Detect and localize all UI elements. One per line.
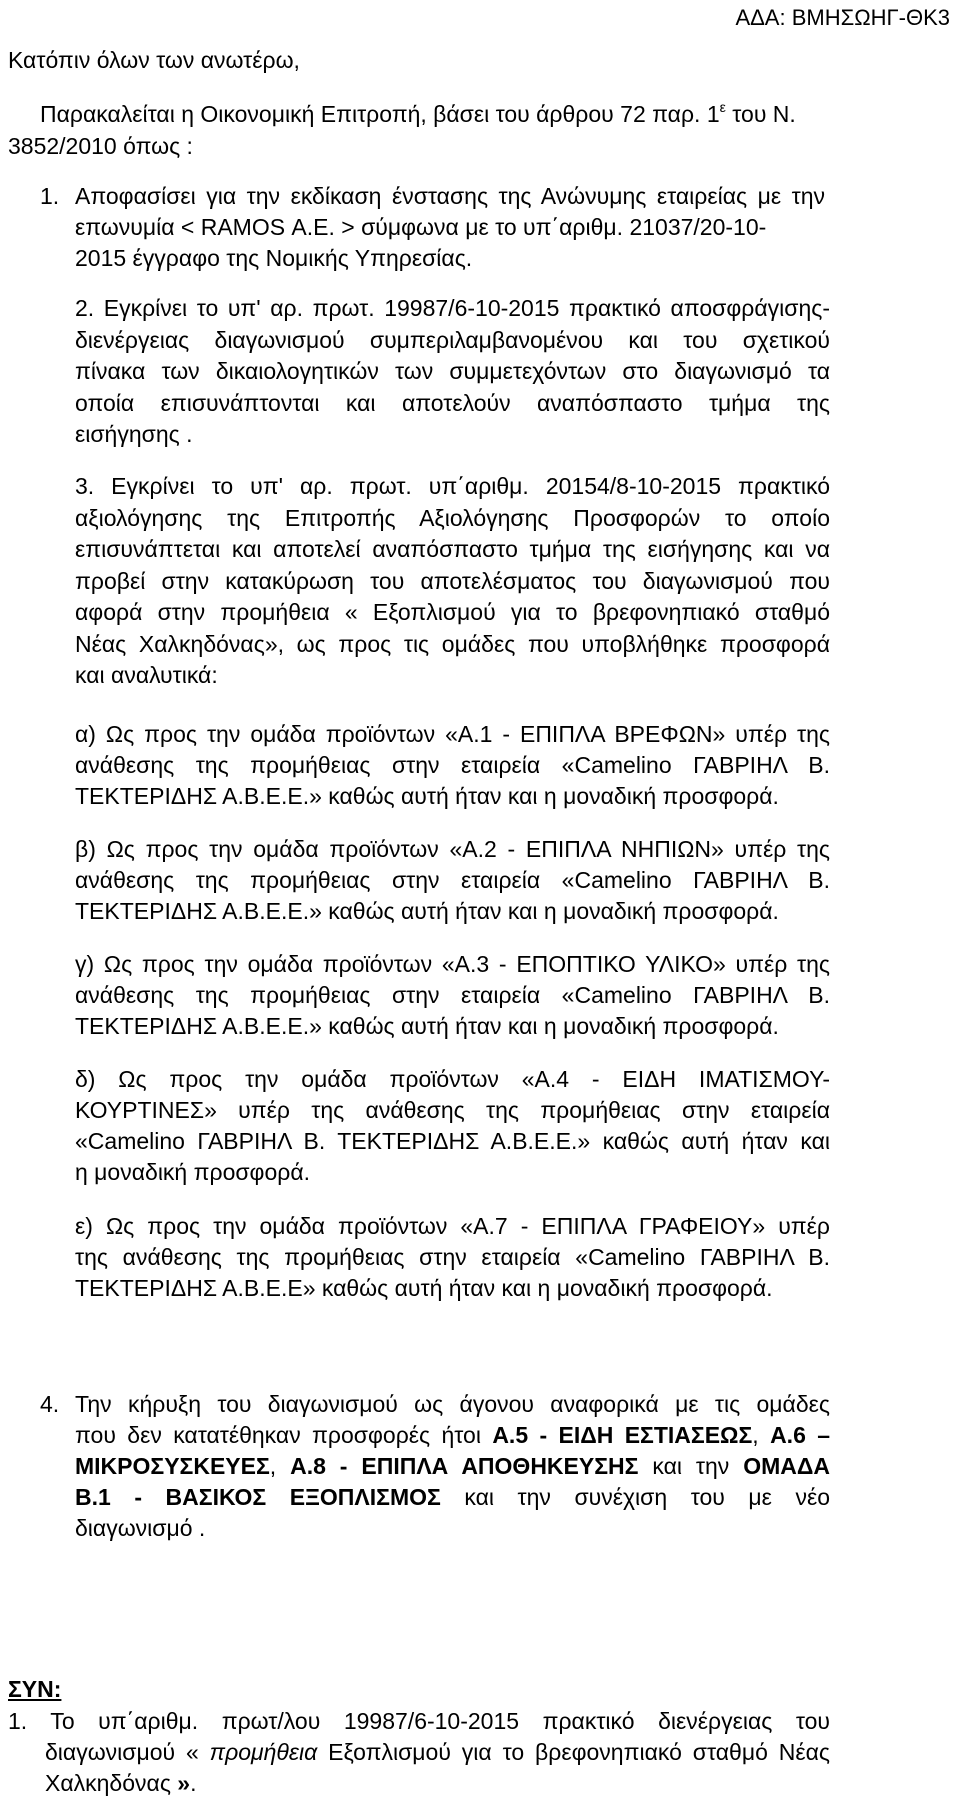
group-b-line-3: ΤΕΚΤΕΡΙΔΗΣ Α.Β.Ε.Ε.» καθώς αυτή ήταν και η μοναδική προσφορά. bbox=[75, 898, 779, 924]
item4-line-2: που δεν κατατέθηκαν προσφορές ήτοι Α.5 - ΕΙΔΗ ΕΣΤΙΑΣΕΩΣ, Α.6 – bbox=[75, 1422, 831, 1448]
group-d-line-4: η μοναδική προσφορά. bbox=[75, 1159, 311, 1185]
item3-line-2: αξιολόγησης της Επιτροπής Αξιολόγησης Προσφορών το οποίο bbox=[75, 505, 830, 531]
group-a-line-2: ανάθεσης της προμήθειας στην εταιρεία «Camelino ΓΑΒΡΙΗΛ Β. bbox=[75, 752, 830, 778]
group-a-line-1: α) Ως προς την ομάδα προϊόντων «Α.1 - ΕΠΙΠΛΑ ΒΡΕΦΩΝ» υπέρ της bbox=[75, 721, 830, 747]
group-d-line-3: «Camelino ΓΑΒΡΙΗΛ Β. ΤΕΚΤΕΡΙΔΗΣ Α.Β.Ε.Ε.» καθώς αυτή ήταν και bbox=[75, 1128, 830, 1154]
group-e-line-1: ε) Ως προς την ομάδα προϊόντων «Α.7 - ΕΠΙΠΛΑ ΓΡΑΦΕΙΟΥ» υπέρ bbox=[75, 1213, 830, 1239]
item3-line-3: επισυνάπτεται και αποτελεί αναπόσπαστο τμήμα της εισήγησης και να bbox=[75, 536, 830, 562]
request-line-1: Παρακαλείται η Οικονομική Επιτροπή, βάσει του άρθρου 72 παρ. $1^\varepsilon$ του Ν. bbox=[40, 99, 796, 127]
request-line-2: 3852/2010 όπως : bbox=[8, 133, 193, 159]
item2-line-3: πίνακα των δικαιολογητικών των συμμετεχόντων στο διαγωνισμό τα bbox=[75, 358, 830, 384]
item1-number: 1. bbox=[40, 183, 60, 209]
group-d-line-2: ΚΟΥΡΤΙΝΕΣ» υπέρ της ανάθεσης της προμήθειας στην εταιρεία bbox=[75, 1097, 830, 1123]
group-a-line-3: ΤΕΚΤΕΡΙΔΗΣ Α.Β.Ε.Ε.» καθώς αυτή ήταν και η μοναδική προσφορά. bbox=[75, 783, 779, 809]
item3-line-1: 3. Εγκρίνει το υπ' αρ. πρωτ. υπ΄αριθμ. 20154/8-10-2015 πρακτικό bbox=[75, 473, 830, 499]
group-d-line-1: δ) Ως προς την ομάδα προϊόντων «Α.4 - ΕΙΔΗ ΙΜΑΤΙΣΜΟΥ- bbox=[75, 1066, 830, 1092]
item4-line-5: διαγωνισμό . bbox=[75, 1515, 206, 1541]
group-c-line-3: ΤΕΚΤΕΡΙΔΗΣ Α.Β.Ε.Ε.» καθώς αυτή ήταν και η μοναδική προσφορά. bbox=[75, 1013, 779, 1039]
item3-line-6: Νέας Χαλκηδόνας», ως προς τις ομάδες που υποβλήθηκε προσφορά bbox=[75, 631, 830, 657]
group-c-line-1: γ) Ως προς την ομάδα προϊόντων «Α.3 - ΕΠΟΠΤΙΚΟ ΥΛΙΚΟ» υπέρ της bbox=[75, 951, 830, 977]
ada-code: ΑΔΑ: ΒΜΗΣΩΗΓ-ΘΚ3 bbox=[735, 5, 950, 30]
item4-line-1: Την κήρυξη του διαγωνισμού ως άγονου αναφορικά με τις ομάδες bbox=[75, 1391, 830, 1417]
group-b-line-2: ανάθεσης της προμήθειας στην εταιρεία «Camelino ΓΑΒΡΙΗΛ Β. bbox=[75, 867, 830, 893]
item4-line-4: Β.1 - ΒΑΣΙΚΟΣ ΕΞΟΠΛΙΣΜΟΣ και την συνέχιση του με νέο bbox=[75, 1484, 830, 1510]
syn-line-2: διαγωνισμού « προμήθεια Εξοπλισμού για το βρεφονηπιακό σταθμό Νέας bbox=[45, 1739, 830, 1765]
syn-title: ΣΥΝ: bbox=[8, 1676, 62, 1702]
item2-line-5: εισήγησης . bbox=[75, 421, 193, 447]
group-e-line-3: ΤΕΚΤΕΡΙΔΗΣ Α.Β.Ε.Ε» καθώς αυτή ήταν και η μοναδική προσφορά. bbox=[75, 1275, 773, 1301]
item1-line-2: επωνυμία < RAMOS Α.Ε. > σύμφωνα με το υπ΄αριθμ. 21037/20-10- bbox=[75, 214, 767, 240]
item1-line-3: 2015 έγγραφο της Νομικής Υπηρεσίας. bbox=[75, 245, 473, 271]
intro-line: Κατόπιν όλων των ανωτέρω, bbox=[8, 47, 300, 73]
item1-line-1: Αποφασίσει για την εκδίκαση ένστασης της Ανώνυμης εταιρείας με την bbox=[75, 183, 825, 209]
syn-line-1: 1. Το υπ΄αριθμ. πρωτ/λου 19987/6-10-2015 πρακτικό διενέργειας του bbox=[8, 1708, 830, 1734]
item3-line-5: αφορά στην προμήθεια « Εξοπλισμού για το βρεφονηπιακό σταθμό bbox=[75, 599, 830, 625]
item2-line-4: οποία επισυνάπτονται και αποτελούν αναπόσπαστο τμήμα της bbox=[75, 390, 830, 416]
item2-line-1: 2. Εγκρίνει το υπ' αρ. πρωτ. 19987/6-10-2015 πρακτικό αποσφράγισης- bbox=[75, 295, 830, 321]
item3-line-4: προβεί στην κατακύρωση του αποτελέσματος του διαγωνισμού που bbox=[75, 568, 830, 594]
syn-line-3: Χαλκηδόνας ». bbox=[45, 1770, 197, 1796]
item2-line-2: διενέργειας διαγωνισμού συμπεριλαμβανομένου και του σχετικού bbox=[75, 327, 830, 353]
group-c-line-2: ανάθεσης της προμήθειας στην εταιρεία «Camelino ΓΑΒΡΙΗΛ Β. bbox=[75, 982, 830, 1008]
group-b-line-1: β) Ως προς την ομάδα προϊόντων «Α.2 - ΕΠΙΠΛΑ ΝΗΠΙΩΝ» υπέρ της bbox=[75, 836, 830, 862]
group-e-line-2: της ανάθεσης της προμήθειας στην εταιρεία «Camelino ΓΑΒΡΙΗΛ Β. bbox=[75, 1244, 830, 1270]
item4-number: 4. bbox=[40, 1391, 60, 1417]
item3-line-7: και αναλυτικά: bbox=[75, 662, 218, 688]
item4-line-3: ΜΙΚΡΟΣΥΣΚΕΥΕΣ, Α.8 - ΕΠΙΠΛΑ ΑΠΟΘΗΚΕΥΣΗΣ και την ΟΜΑΔΑ bbox=[75, 1453, 830, 1479]
